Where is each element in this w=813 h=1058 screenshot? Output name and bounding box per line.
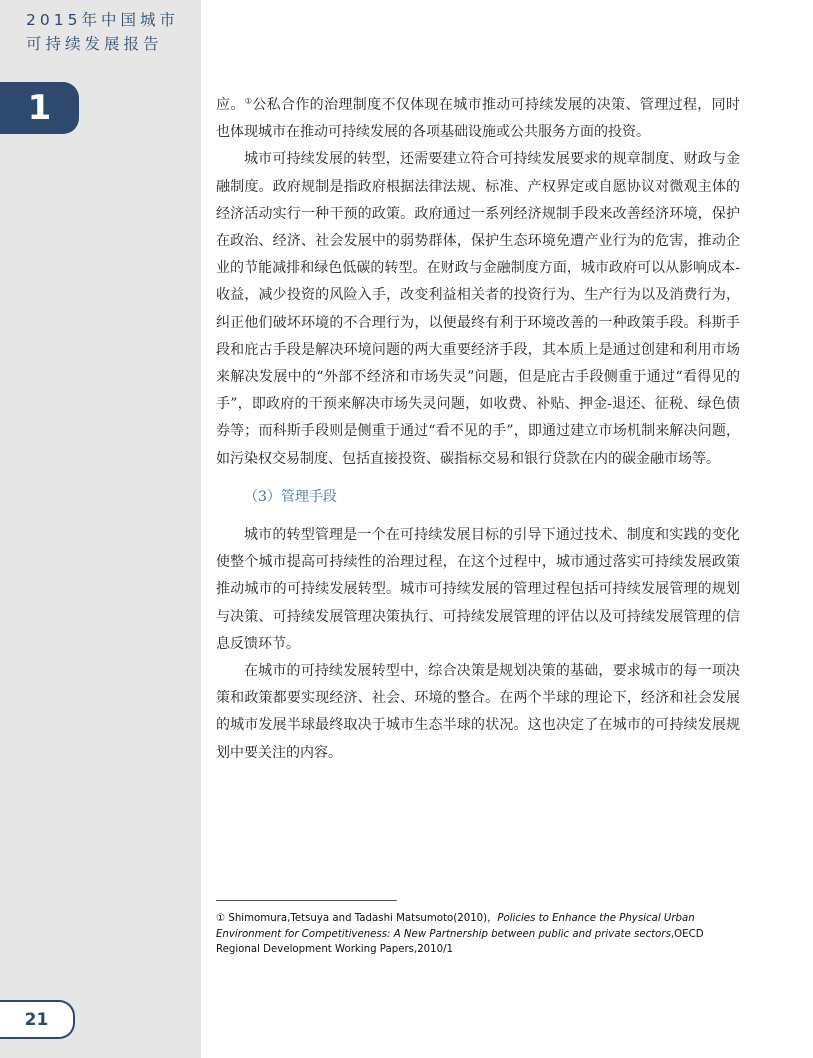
report-title	[26, 8, 196, 56]
footnote-title: Policies to Enhance the Physical Urban Environment for Competitiveness: A New Partnership between public and private sectors	[216, 913, 695, 940]
footnote-authors: Shimomura,Tetsuya and Tadashi Matsumoto(2010)，	[225, 913, 498, 924]
paragraph-1-start: 应。	[216, 97, 245, 113]
paragraph-3: 城市的转型管理是一个在可持续发展目标的引导下通过技术、制度和实践的变化使整个城市提高可持续性的治理过程，在这个过程中，城市通过落实可持续发展政策推动城市的可持续发展转型。城市可持续发展的管理过程包括可持续发展管理的规划与决策、可持续发展管理决策执行、可持续发展管理的评估以及可持续发展管理的信息反馈环节。	[216, 527, 740, 652]
footnote-source: ,OECD Regional Development Working Papers,2010/1	[216, 928, 704, 956]
sidebar	[0, 0, 201, 1058]
paragraph-1	[216, 92, 740, 146]
body-text	[216, 92, 740, 767]
chapter-number-tab: 1	[0, 82, 79, 134]
paragraph-4: 在城市的可持续发展转型中，综合决策是规划决策的基础，要求城市的每一项决策和政策都要实现经济、社会、环境的整合。在两个半球的理论下，经济和社会发展的城市发展半球最终取决于城市生态半球的状况。这也决定了在城市的可持续发展规划中要关注的内容。	[216, 663, 740, 761]
footnote-marker: ①	[216, 913, 226, 924]
report-title-line2: 可持续发展报告	[26, 35, 163, 53]
report-title-line1: 2015年中国城市	[26, 11, 179, 29]
paragraph-2: 城市可持续发展的转型，还需要建立符合可持续发展要求的规章制度、财政与金融制度。政府规制是指政府根据法律法规、标准、产权界定或自愿协议对微观主体的经济活动实行一种干预的政策。政府通过一系列经济规制手段来改善经济环境，保护在政治、经济、社会发展中的弱势群体，保护生态环境免遭产业行为的危害，推动企业的节能减排和绿色低碳的转型。在财政与金融制度方面，城市政府可以从影响成本-收益，减少投资的风险入手，改变利益相关者的投资行为、生产行为以及消费行为， 纠正他们破坏环境的不合理行为，以便最终有利于环境改善的一种政策手段。科斯手段和庇古手段是解决环境问题的两大重要经济手段，其本质上是通过创建和利用市场来解决发展中的“外部不经济和市场失灵”问题，但是庇古手段侧重于通过“看得见的手”，即政府的干预来解决市场失灵问题，如收费、补贴、押金-退还、征税、绿色债券等；而科斯手段则是侧重于通过“看不见的手”，即通过建立市场机制来解决问题，如污染权交易制度、包括直接投资、碳指标交易和银行贷款在内的碳金融市场等。	[216, 151, 740, 467]
section-heading: （3）管理手段	[244, 488, 337, 505]
page-number: 21	[0, 1000, 75, 1039]
paragraph-1-rest: 公私合作的治理制度不仅体现在城市推动可持续发展的决策、管理过程，同时也体现城市在推动可持续发展的各项基础设施或公共服务方面的投资。	[216, 97, 741, 141]
footnote-divider	[216, 900, 397, 901]
footnote-reference[interactable]: ①	[244, 96, 253, 106]
footnote	[216, 911, 742, 958]
